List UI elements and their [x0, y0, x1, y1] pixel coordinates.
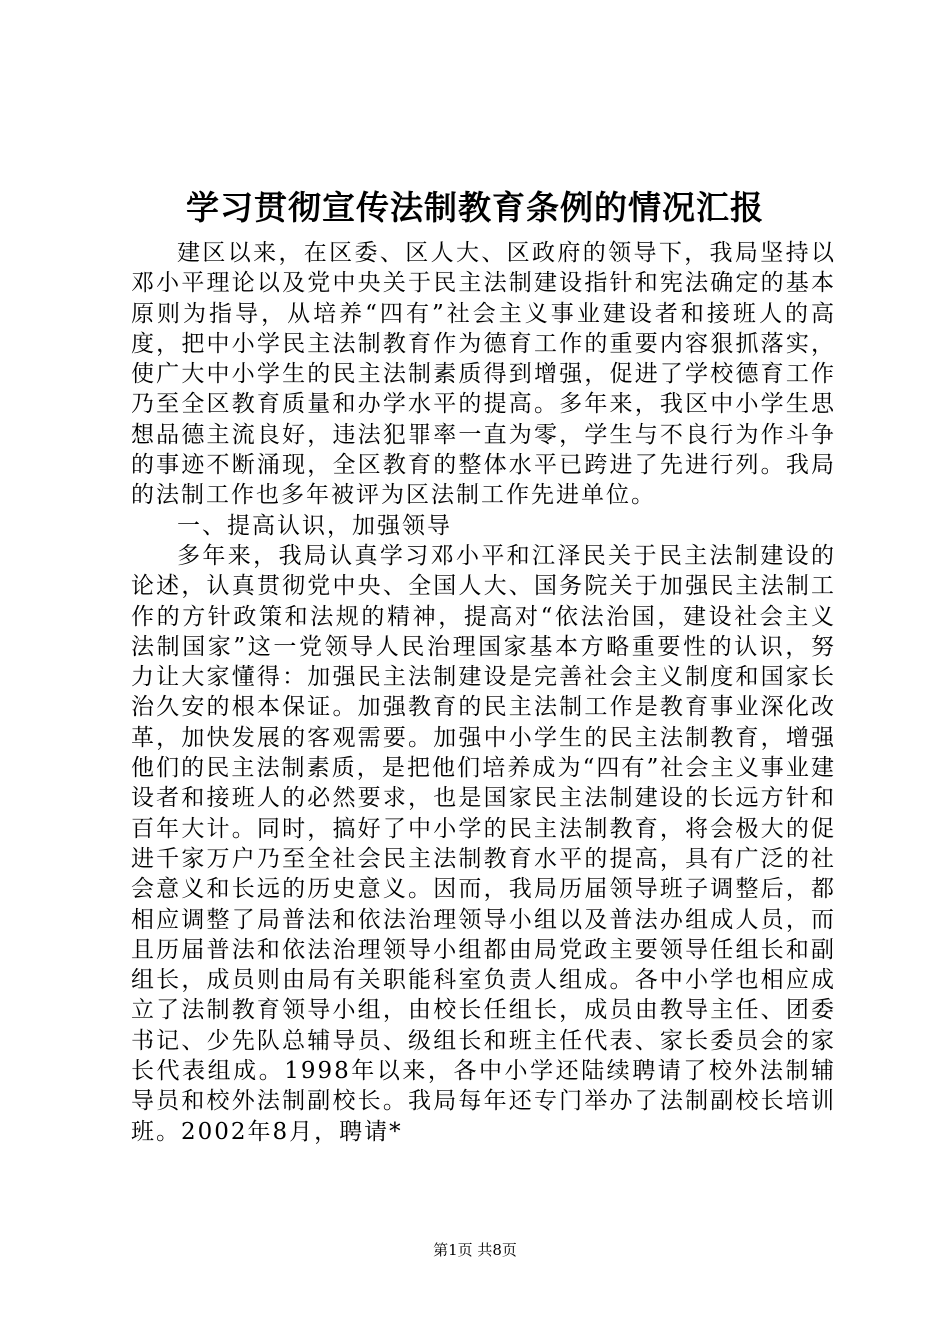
- document-title: 学习贯彻宣传法制教育条例的情况汇报: [186, 188, 764, 227]
- page-number-footer: 第1页 共8页: [433, 1241, 517, 1259]
- section-heading: 一、提高认识，加强领导: [177, 512, 452, 539]
- section-paragraph: 多年来，我局认真学习邓小平和江泽民关于民主法制建设的论述，认真贯彻党中央、全国人大、国务院关于加强民主法制工作的方针政策和法规的精神，提高对“依法治国，建设社会主义法制国家”这一党领导人民治理国家基本方略重要性的认识，努力让大家懂得：加强民主法制建设是完善社会主义制度和国家长治久安的根本保证。加强教育的民主法制工作是教育事业深化改革，加快发展的客观需要。加强中小学生的民主法制教育，增强他们的民主法制素质，是把他们培养成为“四有”社会主义事业建设者和接班人的必然要求，也是国家民主法制建设的长远方针和百年大计。同时，搞好了中小学的民主法制教育，将会极大的促进千家万户乃至全社会民主法制教育水平的提高，具有广泛的社会意义和长远的历史意义。因而，我局历届领导班子调整后，都相应调整了局普法和依法治理领导小组以及普法办组成人员，而且历届普法和依法治理领导小组都由局党政主要领导任组长和副组长，成员则由局有关职能科室负责人组成。各中小学也相应成立了法制教育领导小组，由校长任组长，成员由教导主任、团委书记、少先队总辅导员、级组长和班主任代表、家长委员会的家长代表组成。1998年以来，各中小学还陆续聘请了校外法制辅导员和校外法制副校长。我局每年还专门举办了法制副校长培训班。2002年8月，聘请*: [131, 542, 836, 1145]
- intro-paragraph: 建区以来，在区委、区人大、区政府的领导下，我局坚持以邓小平理论以及党中央关于民主法制建设指针和宪法确定的基本原则为指导，从培养“四有”社会主义事业建设者和接班人的高度，把中小学民主法制教育作为德育工作的重要内容狠抓落实，使广大中小学生的民主法制素质得到增强，促进了学校德育工作乃至全区教育质量和办学水平的提高。多年来，我区中小学生思想品德主流良好，违法犯罪率一直为零，学生与不良行为作斗争的事迹不断涌现，全区教育的整体水平已跨进了先进行列。我局的法制工作也多年被评为区法制工作先进单位。: [131, 240, 836, 509]
- document-body: [131, 238, 836, 1147]
